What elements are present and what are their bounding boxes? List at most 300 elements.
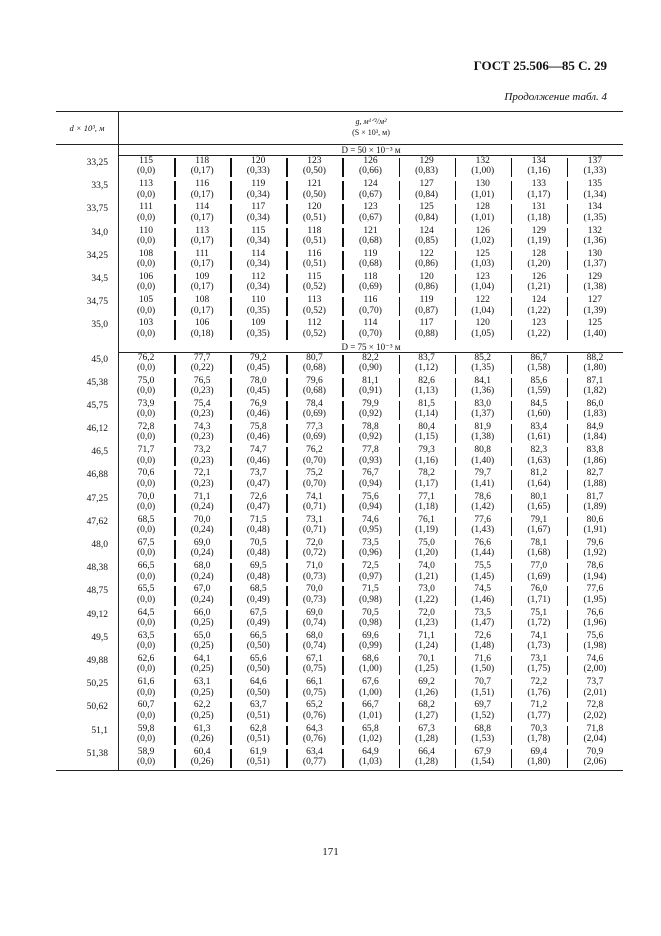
- value-cell: [286, 584, 342, 607]
- g-value: 66,0: [193, 607, 211, 618]
- cell-separator: [567, 251, 569, 270]
- g-value: 110: [251, 295, 266, 306]
- g-value: 73,7: [586, 677, 604, 688]
- s-value: (1,28): [415, 757, 439, 768]
- cell-separator: [342, 378, 344, 397]
- cell-separator: [230, 181, 232, 200]
- s-value: (1,00): [359, 664, 382, 675]
- g-value: 75,2: [306, 468, 323, 479]
- g-value: 112: [307, 318, 322, 329]
- s-value: (1,40): [583, 328, 607, 339]
- cell-separator: [342, 494, 344, 513]
- cell-separator: [399, 633, 401, 652]
- s-value: (0,34): [246, 282, 270, 293]
- s-value: (1,40): [471, 455, 495, 466]
- cell-separator: [174, 540, 176, 559]
- cell-separator: [455, 726, 457, 745]
- cell-separator: [455, 251, 457, 270]
- value-cell: [342, 631, 398, 654]
- cell-separator: [399, 586, 401, 605]
- g-value: 74,5: [474, 584, 492, 595]
- value-cell: [230, 156, 286, 179]
- cell-separator: [174, 401, 176, 420]
- g-value: 106: [138, 271, 154, 282]
- value-cell: [567, 295, 623, 318]
- g-value: 72,0: [306, 538, 323, 548]
- g-value: 64,1: [193, 653, 211, 664]
- g-value: 61,3: [193, 723, 211, 734]
- cell-separator: [511, 494, 513, 513]
- value-cell: [286, 318, 342, 341]
- cell-separator: [230, 355, 232, 374]
- cell-separator: [174, 470, 176, 489]
- value-cell: [286, 202, 342, 225]
- s-value: (1,33): [583, 166, 607, 177]
- cell-separator: [455, 633, 457, 652]
- cell-separator: [174, 355, 176, 374]
- s-value: (1,60): [527, 409, 551, 420]
- cell-separator: [567, 228, 569, 247]
- value-cell: [455, 353, 511, 376]
- cell-separator: [511, 401, 513, 420]
- s-value: (1,01): [359, 710, 382, 721]
- cell-separator: [286, 540, 288, 559]
- table-row: [56, 631, 623, 654]
- value-cell: [118, 422, 174, 445]
- s-value: (1,39): [583, 305, 607, 316]
- cell-separator: [399, 447, 401, 466]
- value-cell: [118, 608, 174, 631]
- value-cell: [118, 492, 174, 515]
- cell-separator: [342, 679, 344, 698]
- s-value: (1,95): [583, 594, 607, 605]
- value-cell: [399, 492, 455, 515]
- table-section: [56, 342, 623, 770]
- g-value: 74,0: [418, 561, 435, 572]
- s-value: (0,0): [136, 757, 156, 768]
- s-value: (1,46): [471, 594, 495, 605]
- cell-separator: [511, 447, 513, 466]
- g-value: 106: [195, 318, 210, 329]
- cell-separator: [455, 401, 457, 420]
- g-value: 121: [307, 179, 322, 190]
- value-cell: [399, 747, 455, 770]
- g-value: 65,8: [362, 723, 379, 734]
- value-cell: [286, 376, 342, 399]
- g-value: 70,0: [193, 514, 211, 525]
- s-value: (1,42): [471, 502, 495, 513]
- g-value: 74,7: [249, 445, 267, 456]
- s-value: (1,47): [471, 617, 495, 628]
- g-value: 68,0: [193, 561, 211, 572]
- value-cell: [567, 179, 623, 202]
- cell-separator: [511, 378, 513, 397]
- s-value: (1,04): [471, 305, 495, 316]
- value-cell: [230, 295, 286, 318]
- cell-separator: [399, 297, 401, 316]
- s-value: (1,91): [583, 525, 607, 536]
- value-cell: [342, 515, 398, 538]
- cell-separator: [455, 228, 457, 247]
- cell-separator: [230, 586, 232, 605]
- value-cell: [286, 561, 342, 584]
- s-value: (1,53): [471, 733, 495, 744]
- value-cell: [118, 724, 174, 747]
- g-value: 109: [195, 271, 210, 282]
- s-value: (0,34): [246, 212, 270, 223]
- value-cell: [230, 538, 286, 561]
- cell-separator: [511, 633, 513, 652]
- s-value: (1,12): [415, 362, 439, 373]
- cell-separator: [511, 158, 513, 177]
- cell-separator: [174, 158, 176, 177]
- s-value: (0,46): [246, 409, 270, 420]
- cell-separator: [174, 320, 176, 339]
- g-value: 73,7: [249, 468, 267, 479]
- table-row: [56, 226, 623, 249]
- s-value: (0,0): [136, 212, 156, 223]
- value-cell: [174, 226, 230, 249]
- cell-separator: [230, 517, 232, 536]
- s-value: (0,71): [302, 502, 326, 513]
- cell-separator: [342, 251, 344, 270]
- s-value: (1,02): [471, 235, 495, 246]
- g-value: 70,6: [137, 468, 155, 479]
- table-row: [56, 318, 623, 341]
- g-value: 67,9: [474, 746, 492, 757]
- value-cell: [399, 202, 455, 225]
- value-cell: [174, 156, 230, 179]
- cell-separator: [567, 679, 569, 698]
- g-value: 76,6: [586, 607, 604, 618]
- g-value: 81,5: [418, 398, 435, 409]
- s-value: (0,0): [136, 733, 156, 744]
- value-cell: [511, 561, 567, 584]
- cell-separator: [174, 251, 176, 270]
- value-cell: [118, 202, 174, 225]
- cell-separator: [511, 517, 513, 536]
- s-value: (1,75): [527, 664, 551, 675]
- cell-separator: [567, 401, 569, 420]
- table-row: [56, 295, 623, 318]
- value-cell: [118, 272, 174, 295]
- column-header-d: d × 10³, м: [56, 112, 119, 144]
- g-value: 80,6: [586, 514, 604, 525]
- g-value: 125: [419, 202, 434, 213]
- g-value: 87,1: [586, 375, 604, 386]
- s-value: (0,24): [190, 525, 214, 536]
- s-value: (1,14): [415, 409, 439, 420]
- g-value: 70,5: [249, 538, 267, 548]
- value-cell: [455, 376, 511, 399]
- g-value: 69,5: [249, 561, 267, 572]
- g-value: 82,2: [362, 352, 379, 363]
- s-value: (1,83): [583, 409, 607, 420]
- s-value: (1,20): [527, 259, 551, 270]
- s-value: (0,0): [136, 259, 156, 270]
- cell-separator: [230, 274, 232, 293]
- value-cell: [399, 318, 455, 341]
- s-value: (1,34): [583, 189, 607, 200]
- s-value: (1,89): [583, 502, 607, 513]
- value-cell: [455, 226, 511, 249]
- s-value: (1,84): [583, 432, 607, 443]
- s-value: (1,51): [471, 687, 495, 698]
- s-value: (0,90): [359, 362, 382, 373]
- value-cell: [511, 654, 567, 677]
- s-value: (1,36): [583, 235, 607, 246]
- value-cell: [286, 492, 342, 515]
- value-cell: [230, 468, 286, 491]
- table-row: [56, 179, 623, 202]
- g-value: 70,1: [418, 653, 435, 664]
- cell-separator: [230, 320, 232, 339]
- value-cell: [342, 226, 398, 249]
- s-value: (1,22): [527, 328, 551, 339]
- s-value: (1,20): [415, 548, 439, 559]
- g-value: 127: [587, 295, 603, 306]
- cell-separator: [286, 228, 288, 247]
- value-cell: [399, 538, 455, 561]
- g-value: 84,1: [474, 375, 492, 386]
- value-cell: [118, 561, 174, 584]
- s-value: (0,0): [136, 710, 156, 721]
- s-value: (1,82): [583, 386, 607, 397]
- s-value: (0,86): [415, 282, 439, 293]
- cell-separator: [399, 251, 401, 270]
- diameter-cell: 34,5: [91, 273, 108, 284]
- s-value: (1,00): [471, 166, 495, 177]
- value-cell: [286, 654, 342, 677]
- value-cell: [174, 202, 230, 225]
- cell-separator: [399, 517, 401, 536]
- g-value: 111: [139, 202, 153, 213]
- g-value: 72,1: [193, 468, 211, 479]
- g-value: 67,5: [137, 538, 155, 548]
- diameter-cell: 46,88: [86, 470, 108, 481]
- s-value: (0,33): [246, 166, 270, 177]
- value-cell: [230, 226, 286, 249]
- value-cell: [342, 677, 398, 700]
- g-value: 78,6: [586, 561, 604, 572]
- value-cell: [118, 700, 174, 723]
- g-value: 83,4: [530, 422, 548, 433]
- s-value: (0,47): [246, 478, 270, 489]
- s-value: (0,0): [136, 235, 156, 246]
- g-value: 79,3: [418, 445, 435, 456]
- g-value: 64,6: [249, 677, 267, 688]
- g-value: 134: [531, 156, 546, 166]
- value-cell: [286, 445, 342, 468]
- g-value: 116: [195, 179, 210, 190]
- g-value: 115: [307, 271, 322, 282]
- value-cell: [286, 747, 342, 770]
- g-value: 66,5: [137, 561, 155, 572]
- s-value: (1,52): [471, 710, 495, 721]
- diameter-cell: 46,12: [86, 424, 108, 435]
- g-value: 77,1: [418, 491, 435, 502]
- g-value: 123: [475, 271, 490, 282]
- value-cell: [286, 422, 342, 445]
- s-value: (0,73): [302, 571, 326, 582]
- s-value: (0,52): [302, 282, 326, 293]
- table-row: [56, 376, 623, 399]
- s-value: (0,70): [302, 455, 326, 466]
- g-value: 117: [419, 318, 434, 329]
- value-cell: [511, 631, 567, 654]
- s-value: (0,47): [246, 502, 270, 513]
- value-cell: [118, 677, 174, 700]
- diameter-cell: 48,38: [86, 563, 108, 574]
- value-cell: [342, 747, 398, 770]
- s-value: (0,69): [302, 432, 326, 443]
- table-section: [56, 145, 623, 342]
- value-cell: [118, 654, 174, 677]
- g-value: 119: [251, 179, 266, 190]
- value-cell: [567, 608, 623, 631]
- cell-separator: [174, 679, 176, 698]
- g-value: 121: [363, 225, 378, 236]
- g-value: 113: [139, 179, 153, 190]
- value-cell: [455, 515, 511, 538]
- value-cell: [230, 631, 286, 654]
- cell-separator: [567, 702, 569, 721]
- cell-separator: [342, 702, 344, 721]
- cell-separator: [399, 401, 401, 420]
- s-value: (1,19): [415, 525, 439, 536]
- g-value: 115: [251, 225, 266, 236]
- g-value: 88,2: [586, 352, 604, 363]
- value-cell: [286, 608, 342, 631]
- s-value: (0,70): [359, 305, 382, 316]
- value-cell: [567, 272, 623, 295]
- g-value: 108: [138, 248, 154, 259]
- cell-separator: [399, 656, 401, 675]
- s-value: (2,02): [583, 710, 607, 721]
- cell-separator: [174, 181, 176, 200]
- s-value: (0,75): [302, 687, 326, 698]
- s-value: (0,0): [136, 502, 156, 513]
- cell-separator: [511, 274, 513, 293]
- cell-separator: [230, 702, 232, 721]
- s-value: (0,50): [302, 166, 326, 177]
- value-cell: [174, 179, 230, 202]
- s-value: (1,80): [527, 757, 551, 768]
- table-row: [56, 492, 623, 515]
- value-cell: [511, 492, 567, 515]
- value-cell: [174, 399, 230, 422]
- g-value: 110: [139, 225, 153, 236]
- s-value: (1,63): [527, 455, 551, 466]
- value-cell: [455, 561, 511, 584]
- value-cell: [118, 249, 174, 272]
- value-cell: [342, 468, 398, 491]
- g-value: 85,6: [530, 375, 548, 386]
- g-value: 64,5: [137, 607, 155, 618]
- g-value: 60,7: [137, 700, 155, 711]
- g-value: 130: [587, 248, 603, 259]
- g-value: 73,2: [193, 445, 211, 456]
- g-value: 77,8: [362, 445, 379, 456]
- table-body: [56, 145, 623, 770]
- cell-separator: [286, 378, 288, 397]
- g-value: 119: [419, 295, 434, 306]
- value-cell: [230, 724, 286, 747]
- cell-separator: [286, 274, 288, 293]
- cell-separator: [399, 702, 401, 721]
- g-value: 79,9: [362, 398, 379, 409]
- g-value: 76,9: [249, 398, 267, 409]
- s-value: (0,35): [246, 305, 270, 316]
- cell-separator: [174, 656, 176, 675]
- s-value: (0,50): [246, 687, 270, 698]
- s-value: (0,18): [190, 328, 214, 339]
- value-cell: [230, 584, 286, 607]
- cell-separator: [567, 447, 569, 466]
- cell-separator: [230, 679, 232, 698]
- value-cell: [511, 468, 567, 491]
- s-value: (1,17): [527, 189, 551, 200]
- value-cell: [286, 724, 342, 747]
- s-value: (1,16): [527, 166, 551, 177]
- value-cell: [230, 515, 286, 538]
- value-cell: [342, 318, 398, 341]
- value-cell: [511, 202, 567, 225]
- cell-separator: [342, 656, 344, 675]
- value-cell: [286, 677, 342, 700]
- s-value: (0,51): [302, 259, 326, 270]
- value-cell: [455, 295, 511, 318]
- value-cell: [286, 295, 342, 318]
- cell-separator: [230, 656, 232, 675]
- value-cell: [511, 376, 567, 399]
- g-value: 85,2: [474, 352, 492, 363]
- value-cell: [567, 700, 623, 723]
- s-value: (0,66): [359, 166, 382, 177]
- cell-separator: [455, 679, 457, 698]
- diameter-cell: 34,0: [91, 227, 108, 238]
- value-cell: [455, 492, 511, 515]
- value-cell: [174, 724, 230, 747]
- value-cell: [174, 422, 230, 445]
- cell-separator: [567, 355, 569, 374]
- cell-separator: [286, 401, 288, 420]
- cell-separator: [399, 378, 401, 397]
- g-value: 76,2: [137, 352, 155, 363]
- cell-separator: [230, 378, 232, 397]
- diameter-cell: 46,5: [91, 447, 108, 458]
- cell-separator: [230, 228, 232, 247]
- g-value: 63,7: [249, 700, 267, 711]
- cell-separator: [230, 204, 232, 223]
- g-value: 74,3: [193, 422, 211, 433]
- cell-separator: [567, 633, 569, 652]
- s-value: (1,64): [527, 478, 551, 489]
- s-value: (1,88): [583, 478, 607, 489]
- value-cell: [455, 677, 511, 700]
- value-cell: [455, 654, 511, 677]
- g-value: 120: [419, 271, 434, 282]
- cell-separator: [567, 610, 569, 629]
- g-value: 114: [195, 202, 210, 213]
- g-value: 69,4: [530, 746, 548, 757]
- g-value: 71,5: [362, 584, 379, 595]
- s-value: (0,25): [190, 687, 214, 698]
- cell-separator: [399, 158, 401, 177]
- s-value: (0,0): [136, 525, 156, 536]
- value-cell: [286, 631, 342, 654]
- table-row: [56, 156, 623, 179]
